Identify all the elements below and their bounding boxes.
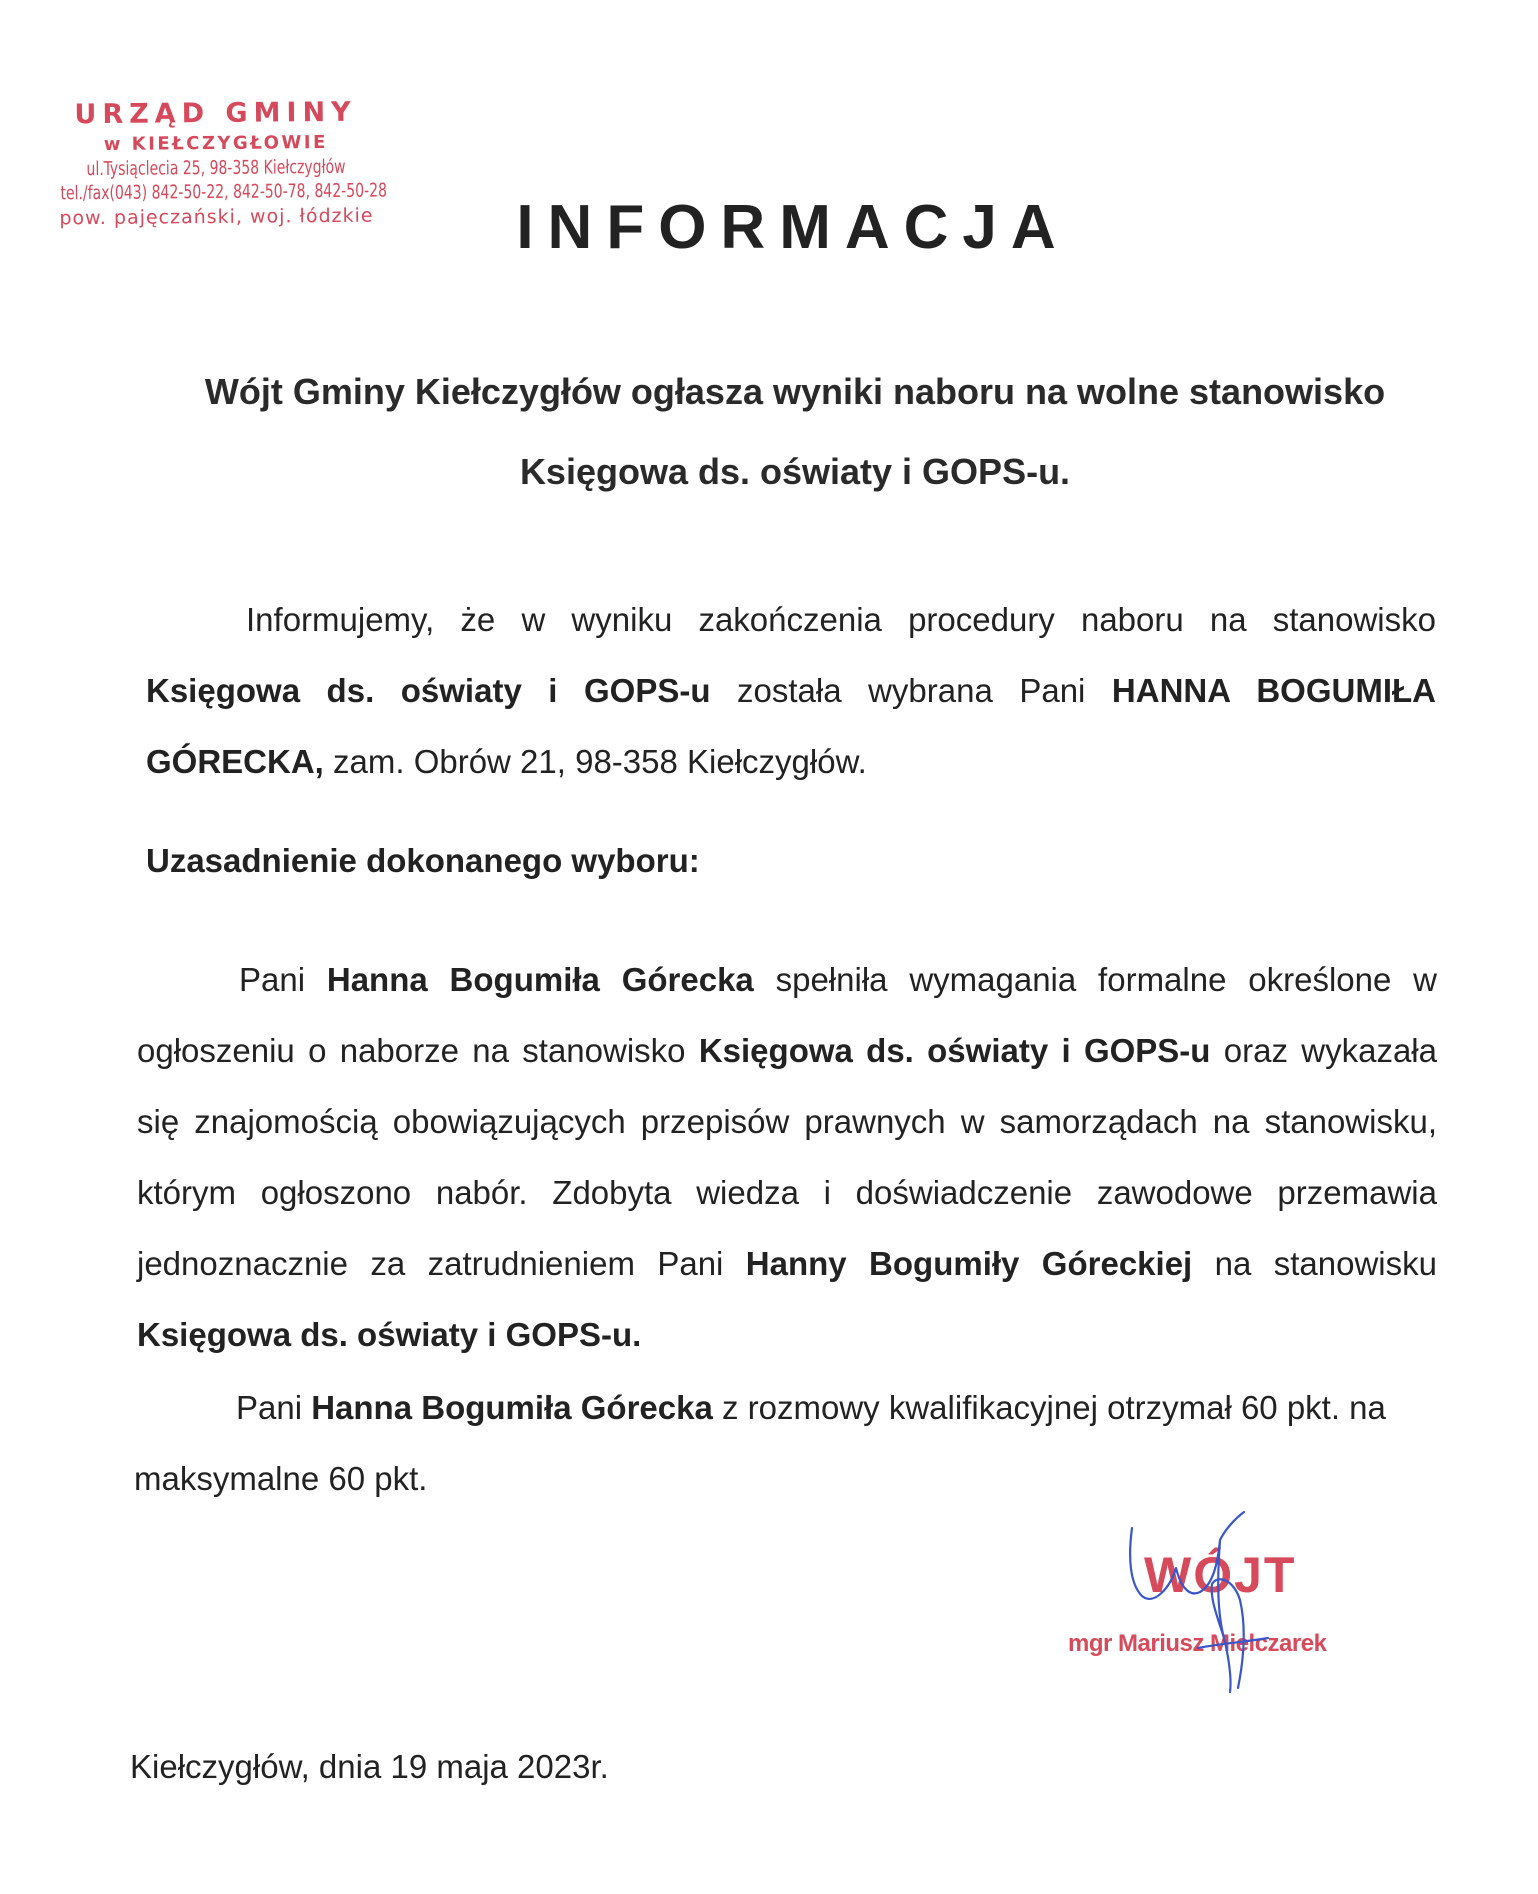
position-name: Księgowa ds. oświaty i GOPS-u. — [137, 1316, 642, 1353]
handwritten-signature — [1068, 1488, 1388, 1718]
paragraph-selection-result — [146, 584, 1436, 797]
justification-heading: Uzasadnienie dokonanego wyboru: — [146, 842, 700, 879]
selected-candidate-name: HANNA BOGUMIŁA GÓRECKA, — [146, 672, 1437, 780]
signature-stamp-name: mgr Mariusz Mielczarek — [1068, 1630, 1327, 1657]
signature-block — [1068, 1488, 1388, 1718]
document-date: Kiełczygłów, dnia 19 maja 2023r. — [130, 1748, 609, 1785]
stamp-phone: tel./fax(043) 842-50-22, 842-50-78, 842-50-28 — [60, 179, 388, 205]
stamp-location: w KIEŁCZYGŁOWIE — [103, 132, 328, 155]
interview-score-text: z rozmowy kwalifikacyjnej otrzymał 60 pkt. na maksymalne 60 pkt. — [134, 1389, 1386, 1497]
candidate-name: Hanna Bogumiła Górecka — [311, 1389, 713, 1426]
candidate-name: Hanna Bogumiła Górecka — [326, 961, 754, 998]
signature-stamp-title: WÓJT — [1144, 1547, 1297, 1603]
position-name: Księgowa ds. oświaty i GOPS-u — [698, 1032, 1211, 1069]
text-run: Pani — [239, 961, 327, 998]
text-run: Informujemy, że w wyniku zakończenia procedury naboru na stanowisko — [246, 601, 1436, 638]
announcement-headline — [150, 352, 1440, 512]
candidate-address: zam. Obrów 21, 98-358 Kiełczygłów. — [323, 743, 867, 780]
text-run: spełniła wymagania formalne określone w ogłoszeniu o naborze na stanowisko — [137, 961, 1437, 1069]
candidate-name-genitive: Hanny Bogumiły Góreckiej — [745, 1245, 1193, 1282]
position-name: Księgowa ds. oświaty i GOPS-u — [146, 672, 711, 709]
stamp-region: pow. pajęczański, woj. łódzkie — [59, 204, 374, 230]
stamp-address: ul.Tysiąclecia 25, 98-358 Kiełczygłów — [86, 155, 346, 181]
text-run: Pani — [236, 1389, 312, 1426]
stamp-office-name: URZĄD GMINY — [74, 96, 357, 131]
text-run: oraz wykazała się znajomością obowiązujących przepisów prawnych w samorządach na stanowisku, którym ogłoszono nabór. Zdobyta wiedza i doświadczenie zawodowe przemawia jednoznacznie za zatrudnieniem Pani — [137, 1032, 1437, 1282]
headline-line-2: Księgowa ds. oświaty i GOPS-u. — [519, 451, 1071, 492]
text-run: na stanowisku — [1192, 1245, 1437, 1282]
document-title: INFORMACJA — [516, 193, 1070, 262]
paragraph-justification — [137, 944, 1437, 1370]
headline-line-1: Wójt Gminy Kiełczygłów ogłasza wyniki naboru na wolne stanowisko — [204, 371, 1386, 412]
text-run: została wybrana Pani — [710, 672, 1112, 709]
